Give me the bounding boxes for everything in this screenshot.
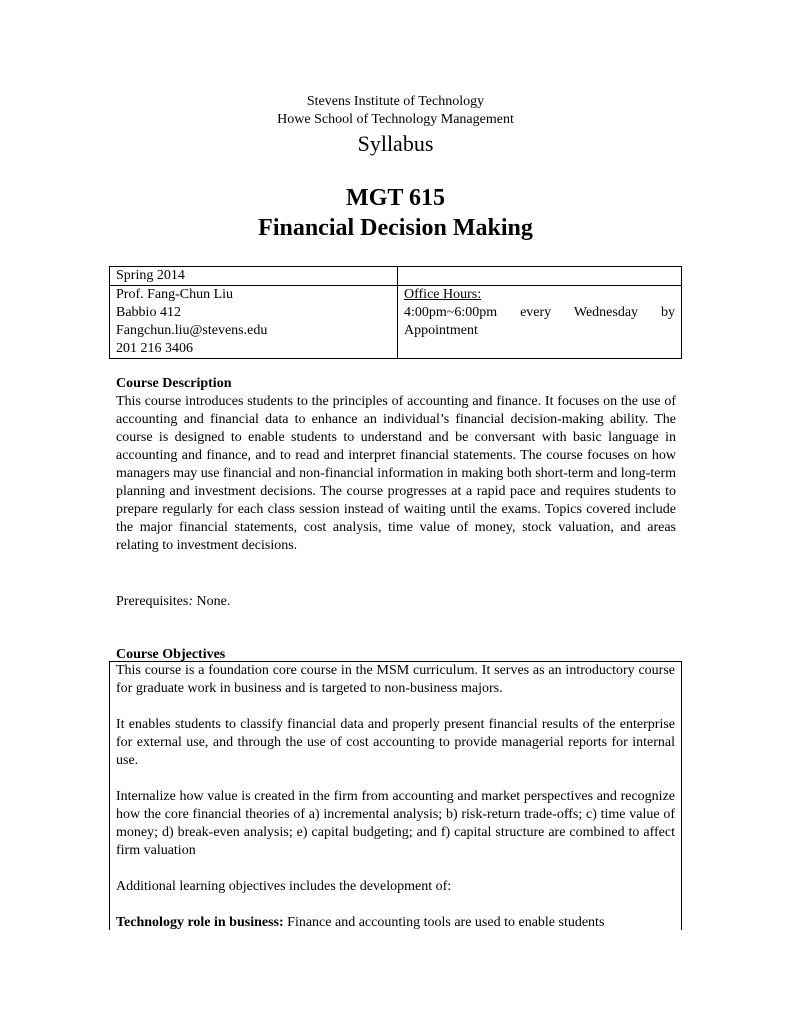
- objectives-paragraph-4: Additional learning objectives includes the development of:: [116, 879, 452, 894]
- office-hours-label: Office Hours:: [404, 287, 482, 302]
- professor-name: Prof. Fang-Chun Liu: [116, 287, 234, 302]
- document-type: Syllabus: [357, 131, 434, 156]
- school-name: Howe School of Technology Management: [277, 112, 514, 127]
- course-description-body: This course introduces students to the principles of accounting and finance. It focuses on the use of accounting and financial data to enhance an individual’s financial decision-making ability. The course is designed to enable students to understand and be conversant with basic language in accounting and finance, and to read and interpret financial statements. The course focuses on how managers may use financial and non-financial information in making both short-term and long-term planning and investment decisions. The course progresses at a rapid pace and requires students to prepare regularly for each class session instead of waiting until the exams. Topics covered include the major financial statements, cost analysis, time value of money, stock valuation, and areas relating to investment decisions.: [116, 394, 676, 553]
- prerequisites: [116, 593, 676, 611]
- office-location: Babbio 412: [116, 305, 181, 320]
- prerequisites-label: Prerequisites: [116, 594, 189, 609]
- technology-role-text: Finance and accounting tools are used to enable students: [283, 915, 605, 930]
- objectives-paragraph-2: It enables students to classify financial data and properly present financial results of the enterprise for external use, and through the use of cost accounting to provide managerial reports for internal use.: [116, 717, 675, 768]
- instructor-phone: 201 216 3406: [116, 341, 193, 356]
- course-description-heading: Course Description: [116, 376, 232, 391]
- course-code: MGT 615: [346, 185, 445, 211]
- prerequisites-colon: :: [188, 594, 193, 609]
- course-title: Financial Decision Making: [258, 215, 533, 241]
- instructor-cell: [110, 286, 398, 359]
- objectives-paragraph-1: This course is a foundation core course in the MSM curriculum. It serves as an introductory course for graduate work in business and is targeted to non-business majors.: [116, 663, 675, 696]
- office-hours-note: Appointment: [404, 323, 478, 338]
- prerequisites-value: None.: [193, 594, 231, 609]
- technology-role-label: Technology role in business:: [116, 915, 284, 930]
- course-description-section: [116, 375, 676, 555]
- objectives-paragraph-5: [116, 914, 675, 930]
- institution-name: Stevens Institute of Technology: [306, 94, 485, 109]
- course-objectives-box: [109, 661, 682, 930]
- term-cell: [110, 267, 398, 286]
- office-hours-time: 4:00pm~6:00pm every Wednesday by: [404, 305, 675, 320]
- instructor-email: Fangchun.liu@stevens.edu: [116, 323, 268, 338]
- course-info-table: [109, 266, 682, 359]
- course-objectives-heading: Course Objectives: [116, 647, 226, 662]
- term: Spring 2014: [116, 268, 185, 283]
- office-hours-cell: [398, 286, 682, 359]
- empty-cell: [398, 267, 682, 286]
- objectives-paragraph-3: Internalize how value is created in the firm from accounting and market perspectives and recognize how the core financial theories of a) incremental analysis; b) risk-return trade-offs; c) time value of money; d) break-even analysis; e) capital budgeting; and f) capital structure are combined to affect firm valuation: [116, 789, 675, 858]
